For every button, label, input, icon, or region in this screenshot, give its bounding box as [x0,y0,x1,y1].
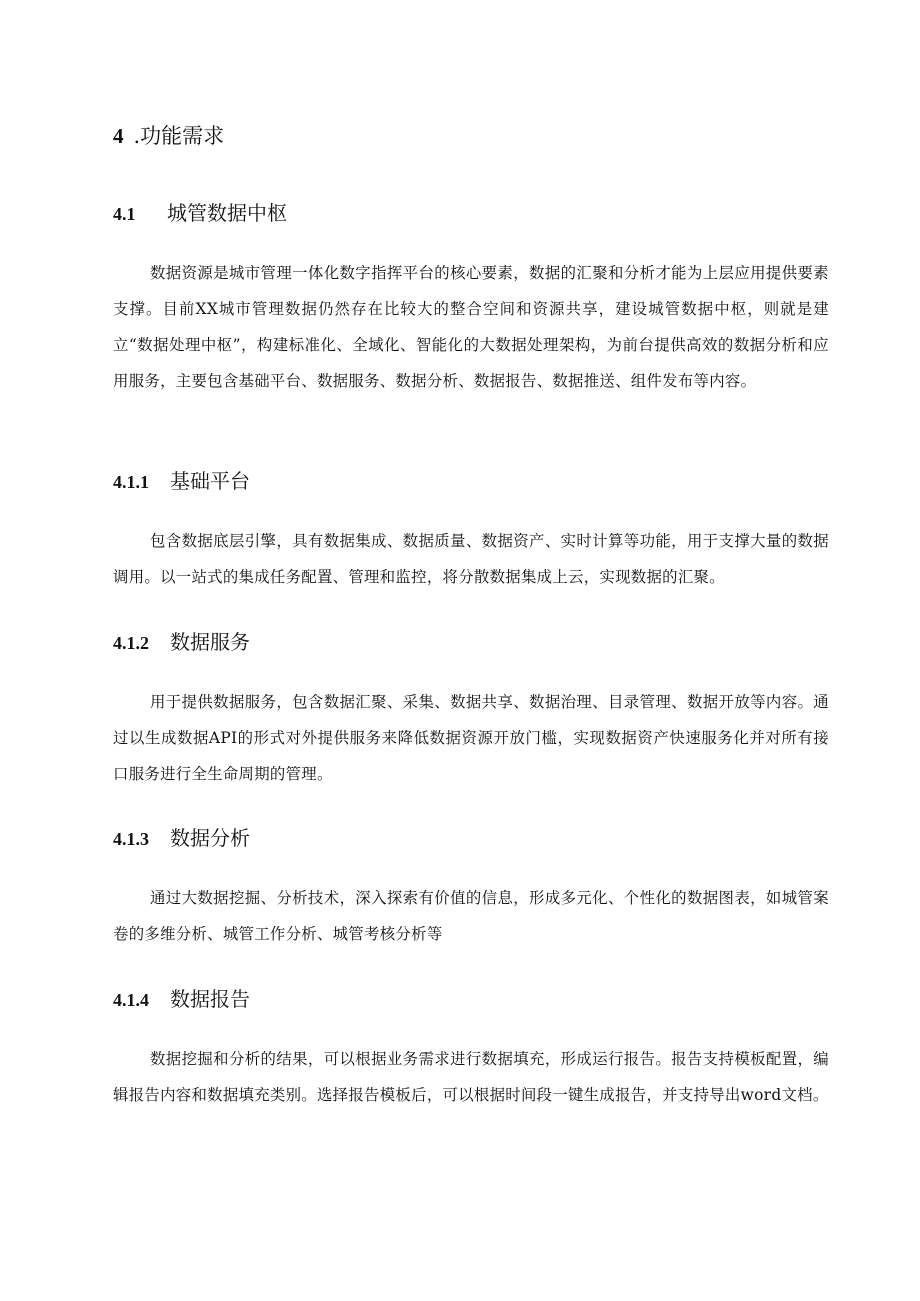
heading-data-analysis [113,823,250,854]
section-heading [113,121,224,151]
heading-title: 基础平台 [170,469,250,493]
paragraph-data-service: 用于提供数据服务，包含数据汇聚、采集、数据共享、数据治理、目录管理、数据开放等内容。通过以生成数据API的形式对外提供服务来降低数据资源开放门槛，实现数据资产快速服务化并对所有接口服务进行全生命周期的管理。 [113,693,829,783]
section-title: .功能需求 [133,124,225,148]
heading-data-report [113,984,250,1015]
subsection-heading [113,198,287,229]
heading-data-service [113,627,250,658]
section-number: 4 [113,124,124,148]
heading-number: 4.1.2 [113,633,149,653]
subsection-number: 4.1 [113,204,136,224]
heading-number: 4.1.3 [113,829,149,849]
heading-basic-platform [113,466,250,497]
paragraph-data-report: 数据挖掘和分析的结果，可以根据业务需求进行数据填充，形成运行报告。报告支持模板配置，编辑报告内容和数据填充类别。选择报告模板后，可以根据时间段一键生成报告，并支持导出word文档。 [113,1050,829,1104]
subsection-title: 城管数据中枢 [167,201,287,225]
heading-title: 数据分析 [170,826,250,850]
heading-number: 4.1.4 [113,990,149,1010]
paragraph-data-analysis: 通过大数据挖掘、分析技术，深入探索有价值的信息，形成多元化、个性化的数据图表，如城管案卷的多维分析、城管工作分析、城管考核分析等 [113,889,829,943]
heading-title: 数据报告 [170,987,250,1011]
heading-title: 数据服务 [170,630,250,654]
subsection-paragraph: 数据资源是城市管理一体化数字指挥平台的核心要素，数据的汇聚和分析才能为上层应用提供要素支撑。目前XX城市管理数据仍然存在比较大的整合空间和资源共享，建设城管数据中枢，则就是建立“数据处理中枢”，构建标准化、全域化、智能化的大数据处理架构，为前台提供高效的数据分析和应用服务，主要包含基础平台、数据服务、数据分析、数据报告、数据推送、组件发布等内容。 [113,264,829,390]
paragraph-basic-platform: 包含数据底层引擎，具有数据集成、数据质量、数据资产、实时计算等功能，用于支撑大量的数据调用。以一站式的集成任务配置、管理和监控，将分散数据集成上云，实现数据的汇聚。 [113,532,829,586]
heading-number: 4.1.1 [113,472,149,492]
